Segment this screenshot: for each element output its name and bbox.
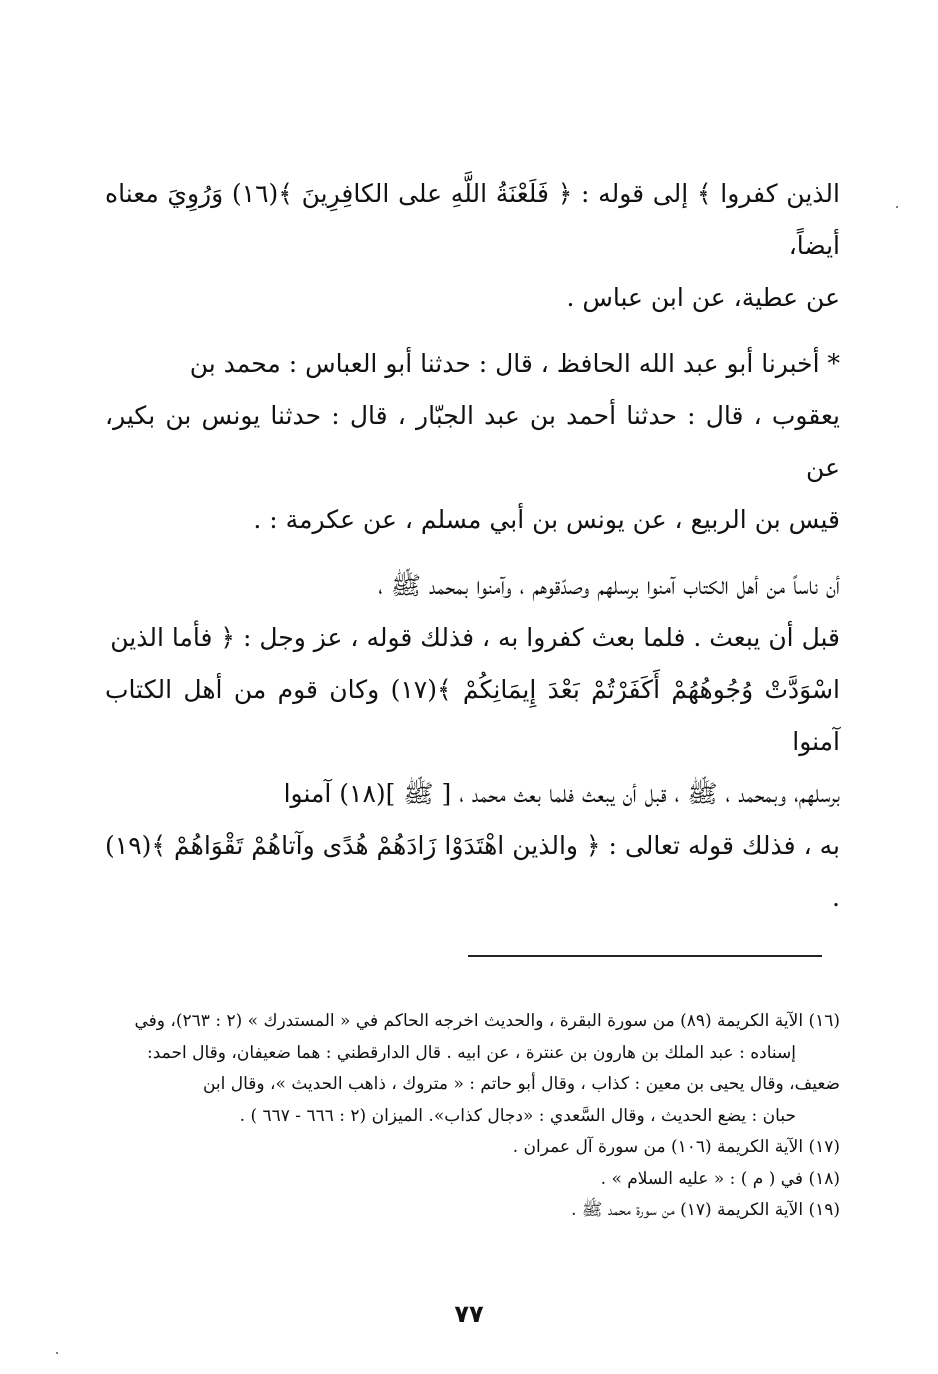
text-line: قيس بن الربيع ، عن يونس بن أبي مسلم ، عن عكرمة : .: [253, 505, 840, 534]
text-line: اسْوَدَّتْ وُجُوهُهُمْ أَكَفَرْتُمْ بَعْدَ إِيمَانِكُمْ ﴾(١٧) وكان قوم من أهل الكتاب آمنوا: [105, 675, 840, 756]
paragraph-2: [105, 338, 840, 546]
footnote-line: ضعيف، وقال يحيى بن معين : كذاب ، وقال أبو حاتم : « متروك ، ذاهب الحديث »، وقال ابن: [202, 1074, 840, 1094]
footnote-line: حبان : يضع الحديث ، وقال السَّعدي : «دجال كذاب». الميزان (٢ : ٦٦٦ - ٦٦٧ ) .: [239, 1105, 796, 1126]
text-line: * أخبرنا أبو عبد الله الحافظ ، قال : حدثنا أبو العباس : محمد بن: [189, 349, 840, 378]
text-line: أن ناساً من أهل الكتاب آمنوا برسلهم وصدّقوهم ، وآمنوا بمحمد ﷺ ،: [378, 571, 840, 600]
footnotes: [105, 1006, 840, 1227]
footnote-divider: [468, 955, 822, 957]
text-line: قبل أن يبعث . فلما بعث كفروا به ، فذلك قوله ، عز وجل : ﴿ فأما الذين: [110, 623, 840, 652]
scan-speck: [896, 206, 898, 208]
text-line: برسلهم، وبمحمد ، ﷺ ، قبل أن يبعث فلما بعث محمد ، [ ﷺ ](١٨) آمنوا: [283, 779, 840, 808]
main-text: [105, 168, 840, 924]
footnote-18: (١٨) في ( م ) : « عليه السلام » .: [600, 1168, 840, 1189]
footnote-16: [105, 1006, 840, 1132]
footnote-line: إسناده : عبد الملك بن هارون بن عنترة ، عن ابيه . قال الدارقطني : هما ضعيفان، وقال احمد:: [147, 1042, 796, 1063]
footnote-19: (١٩) الآية الكريمة (١٧) من سورة محمد ﷺ .: [571, 1200, 840, 1220]
footnote-17: (١٧) الآية الكريمة (١٠٦) من سورة آل عمران .: [512, 1137, 840, 1157]
text-line: الذين كفروا ﴾ إلى قوله : ﴿ فَلَعْنَةُ اللَّهِ على الكافِرِينَ ﴾(١٦) وَرُوِيَ معناه أيضاً،: [105, 179, 840, 260]
page-number: ٧٧: [454, 1300, 484, 1328]
paragraph-1: [105, 168, 840, 324]
text-line: عن عطية، عن ابن عباس .: [566, 283, 840, 312]
paragraph-3: [105, 560, 840, 924]
scan-speck: [56, 1352, 58, 1354]
text-line: يعقوب ، قال : حدثنا أحمد بن عبد الجبّار ، قال : حدثنا يونس بن بكير، عن: [105, 401, 840, 482]
footnote-line: (١٦) الآية الكريمة (٨٩) من سورة البقرة ، والحديث اخرجه الحاكم في « المستدرك » (٢ : ٢٦٣)، وفي: [134, 1011, 840, 1031]
text-line: به ، فذلك قوله تعالى : ﴿ والذين اهْتَدَوْا زَادَهُمْ هُدًى وآتاهُمْ تَقْوَاهُمْ ﴾(١٩) .: [105, 831, 840, 912]
